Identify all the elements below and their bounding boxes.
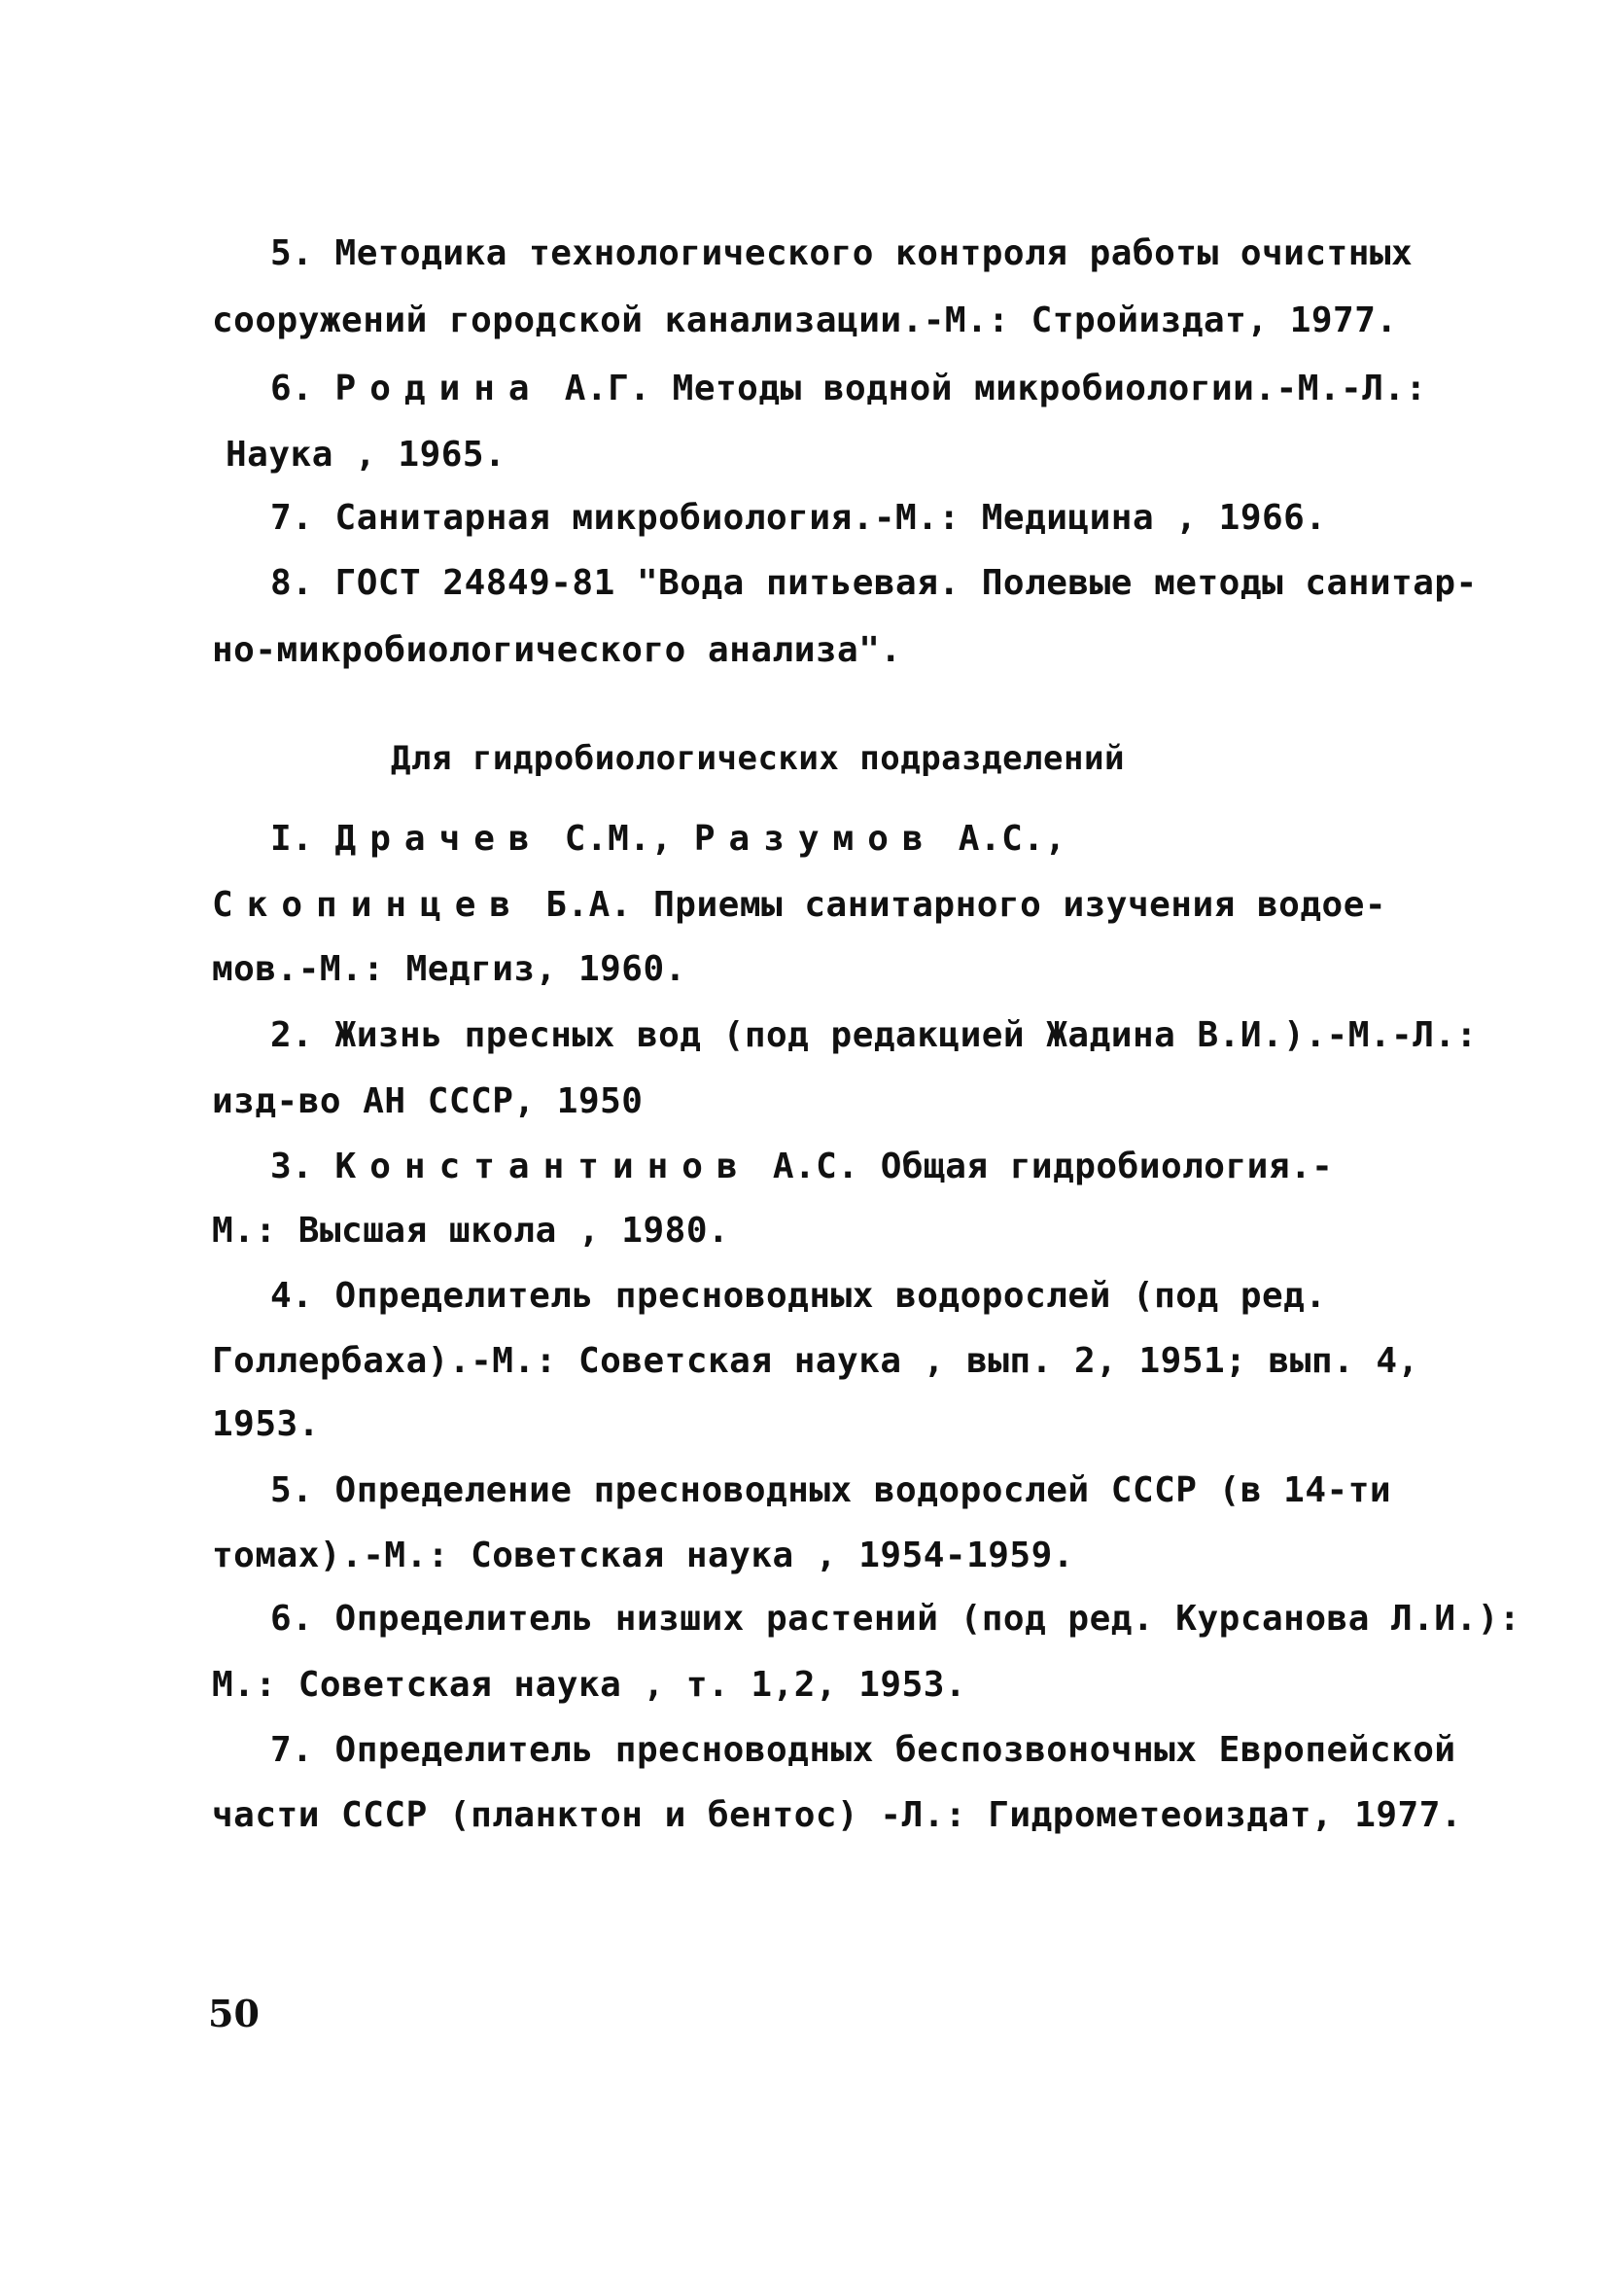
ref-b1-line2: [212, 881, 1386, 930]
ref-b4-line3: 1953.: [212, 1404, 320, 1444]
ref-b1-line3: мов.-М.: Медгиз, 1960.: [212, 949, 686, 989]
ref-b1-number: I.: [270, 819, 314, 859]
ref-b5-line1: 5. Определение пресноводных водорослей СССР (в 14-ти: [270, 1470, 1392, 1510]
ref-a6-title: А.Г. Методы водной микробиологии.-М.-Л.:: [564, 369, 1427, 408]
ref-b6-line2: М.: Советская наука , т. 1,2, 1953.: [212, 1665, 967, 1705]
ref-b2-line2: изд-во АН СССР, 1950: [212, 1081, 644, 1121]
section-heading: Для гидробиологических подразделений: [391, 739, 1125, 778]
ref-b3-title: А.С. Общая гидробиология.-: [772, 1147, 1334, 1186]
ref-b3-number: 3.: [270, 1147, 314, 1186]
ref-b1-author3: Скопинцев: [212, 885, 525, 925]
ref-b7-line2: части СССР (планктон и бентос) -Л.: Гидрометеоиздат, 1977.: [212, 1795, 1463, 1835]
ref-b4-line1: 4. Определитель пресноводных водорослей (под ред.: [270, 1276, 1327, 1316]
page-number: 50: [208, 1992, 260, 2035]
ref-a5-line2: сооружений городской канализации.-М.: Стройиздат, 1977.: [212, 300, 1398, 340]
ref-b4-line2: Голлербаха).-М.: Советская наука , вып. 2, 1951; вып. 4,: [212, 1341, 1419, 1381]
ref-b1-author1: Драчев: [334, 819, 543, 859]
ref-a7-line1: 7. Санитарная микробиология.-М.: Медицина , 1966.: [270, 498, 1327, 538]
ref-b1-author2: Разумов: [693, 819, 937, 859]
ref-a6-number: 6.: [270, 369, 314, 408]
ref-b2-line1: 2. Жизнь пресных вод (под редакцией Жадина В.И.).-М.-Л.:: [270, 1015, 1478, 1055]
ref-b1-title: Б.А. Приемы санитарного изучения водое-: [545, 885, 1387, 925]
ref-b3-line1: [270, 1143, 1333, 1191]
ref-b6-line1: 6. Определитель низших растений (под ред. Курсанова Л.И.):: [270, 1599, 1521, 1639]
ref-b3-author: Константинов: [334, 1147, 751, 1186]
ref-a6-author: Родина: [334, 369, 543, 408]
ref-b5-line2: томах).-М.: Советская наука , 1954-1959.: [212, 1536, 1074, 1575]
ref-a6-line1: [270, 365, 1427, 413]
ref-b1-initials2: А.С.,: [958, 819, 1066, 859]
ref-a8-line2: но-микробиологического анализа".: [212, 630, 902, 670]
ref-a5-line1: 5. Методика технологического контроля работы очистных: [270, 233, 1414, 273]
ref-b3-line2: М.: Высшая школа , 1980.: [212, 1211, 730, 1251]
ref-b1-initials1: С.М.,: [564, 819, 673, 859]
ref-b1-line1: [270, 815, 1066, 864]
ref-a6-line2: Наука , 1965.: [226, 435, 507, 475]
ref-a8-line1: 8. ГОСТ 24849-81 "Вода питьевая. Полевые методы санитар-: [270, 563, 1478, 603]
ref-b7-line1: 7. Определитель пресноводных беспозвоночных Европейской: [270, 1730, 1456, 1770]
